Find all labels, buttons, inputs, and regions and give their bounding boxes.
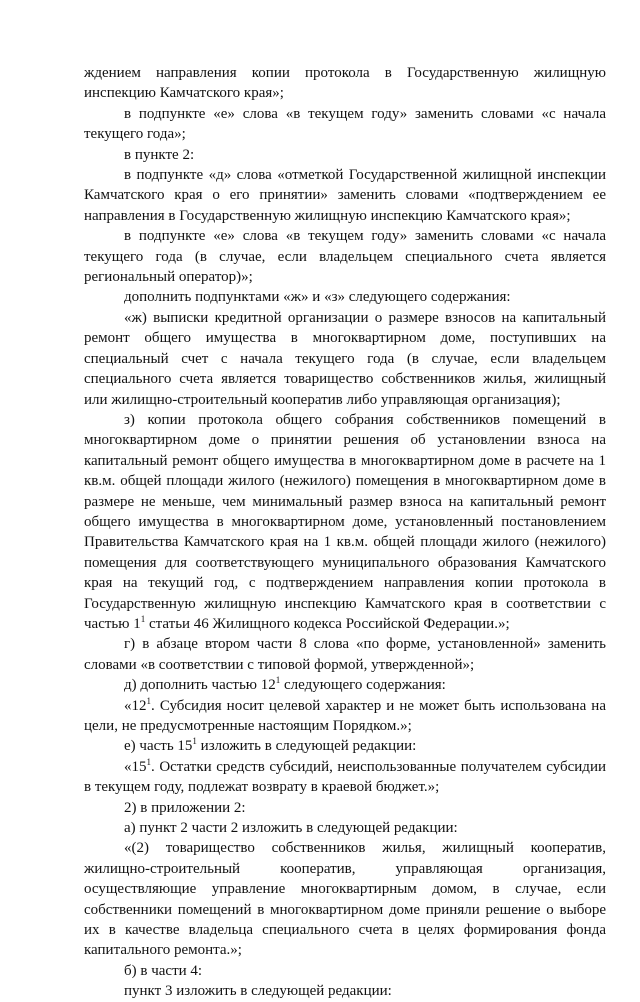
paragraph	[84, 798, 606, 818]
paragraph-text: в подпункте «е» слова «в текущем году» заменить словами «с начала текущего года»;	[84, 105, 606, 143]
paragraph	[84, 838, 606, 960]
paragraph-text: з) копии протокола общего собрания собственников помещений в многоквартирном доме о принятии решения об установлении взноса на капитальный ремонт общего имущества в многоквартирном доме в расчете на 1 кв.м. общей площади жилого (нежилого) помещения в многоквартирном доме в размере не меньше, чем минимальный размер взноса на капитальный ремонт общего имущества в многоквартирном доме, установленный постановлением Правительства Камчатского края на 1 кв.м. общей площади жилого (нежилого) помещения для соответствующего муниципального образования Камчатского края на текущий год, с подтверждением направления копии протокола в Государственную жилищную инспекцию Камчатского края в соответствии с частью 1	[84, 411, 606, 632]
paragraph	[84, 145, 606, 165]
document-body	[84, 63, 606, 1002]
superscript: 1	[146, 695, 151, 706]
paragraph-text: «(2) товарищество собственников жилья, жилищный кооператив, жилищно-строительный кооператив, управляющая организация, осуществляющие управление многоквартирным домом, в случае, если собственники помещений в многоквартирном доме приняли решение о выборе их в качестве владельца специального счета в целях формирования фонда капитального ремонта.»;	[84, 840, 606, 959]
paragraph-text-tail: изложить в следующей редакции:	[196, 738, 417, 755]
paragraph-text-tail: статьи 46 Жилищного кодекса Российской Федерации.»;	[145, 615, 510, 632]
paragraph	[84, 696, 606, 737]
paragraph	[84, 226, 606, 287]
paragraph	[84, 961, 606, 981]
paragraph-text-tail: . Субсидия носит целевой характер и не может быть использована на цели, не предусмотренные настоящим Порядком.»;	[84, 697, 606, 734]
paragraph	[84, 981, 606, 1001]
paragraph	[84, 287, 606, 307]
paragraph	[84, 818, 606, 838]
paragraph-text: в подпункте «е» слова «в текущем году» заменить словами «с начала текущего года (в случае, если владельцем специального счета является региональный оператор)»;	[84, 228, 606, 286]
paragraph-text: а) пункт 2 части 2 изложить в следующей редакции:	[124, 820, 458, 837]
paragraph-text: дополнить подпунктами «ж» и «з» следующего содержания:	[124, 289, 511, 306]
superscript: 1	[275, 675, 281, 686]
paragraph-text: ждением направления копии протокола в Государственную жилищную инспекцию Камчатского края»;	[84, 65, 606, 102]
paragraph	[84, 308, 606, 410]
paragraph-text: в пункте 2:	[124, 146, 195, 163]
paragraph-text-tail: следующего содержания:	[280, 677, 446, 694]
paragraph-text-tail: . Остатки средств субсидий, неиспользованные получателем субсидии в текущем году, подлежат возврату в краевой бюджет.»;	[84, 758, 606, 796]
paragraph	[84, 736, 606, 756]
paragraph-text: «15	[124, 758, 147, 775]
superscript: 1	[140, 613, 146, 624]
paragraph-text: д) дополнить частью 12	[124, 677, 276, 694]
paragraph-text: г) в абзаце втором части 8 слова «по форме, установленной» заменить словами «в соответствии с типовой формой, утвержденной»;	[84, 636, 606, 673]
paragraph	[84, 757, 606, 798]
paragraph	[84, 675, 606, 695]
paragraph-text: пункт 3 изложить в следующей редакции:	[124, 983, 392, 1000]
paragraph	[84, 634, 606, 675]
paragraph	[84, 63, 606, 104]
paragraph	[84, 410, 606, 634]
paragraph	[84, 104, 606, 145]
paragraph-text: 2) в приложении 2:	[124, 799, 246, 816]
paragraph	[84, 165, 606, 226]
paragraph-text: «12	[124, 697, 147, 714]
paragraph-text: е) часть 15	[124, 738, 193, 755]
paragraph-text: б) в части 4:	[124, 962, 203, 979]
paragraph-text: в подпункте «д» слова «отметкой Государственной жилищной инспекции Камчатского края о его принятии» заменить словами «подтверждением ее направления в Государственную жилищную инспекцию Камчатского края»;	[84, 167, 606, 224]
paragraph-text: «ж) выписки кредитной организации о размере взносов на капитальный ремонт общего имущества в многоквартирном доме, поступивших на специальный счет с начала текущего года (в случае, если владельцем специального счета является товарищество собственников жилья, жилищный или жилищно-строительный кооператив либо управляющая организация);	[84, 309, 606, 408]
superscript: 1	[146, 756, 151, 767]
superscript: 1	[192, 736, 197, 747]
